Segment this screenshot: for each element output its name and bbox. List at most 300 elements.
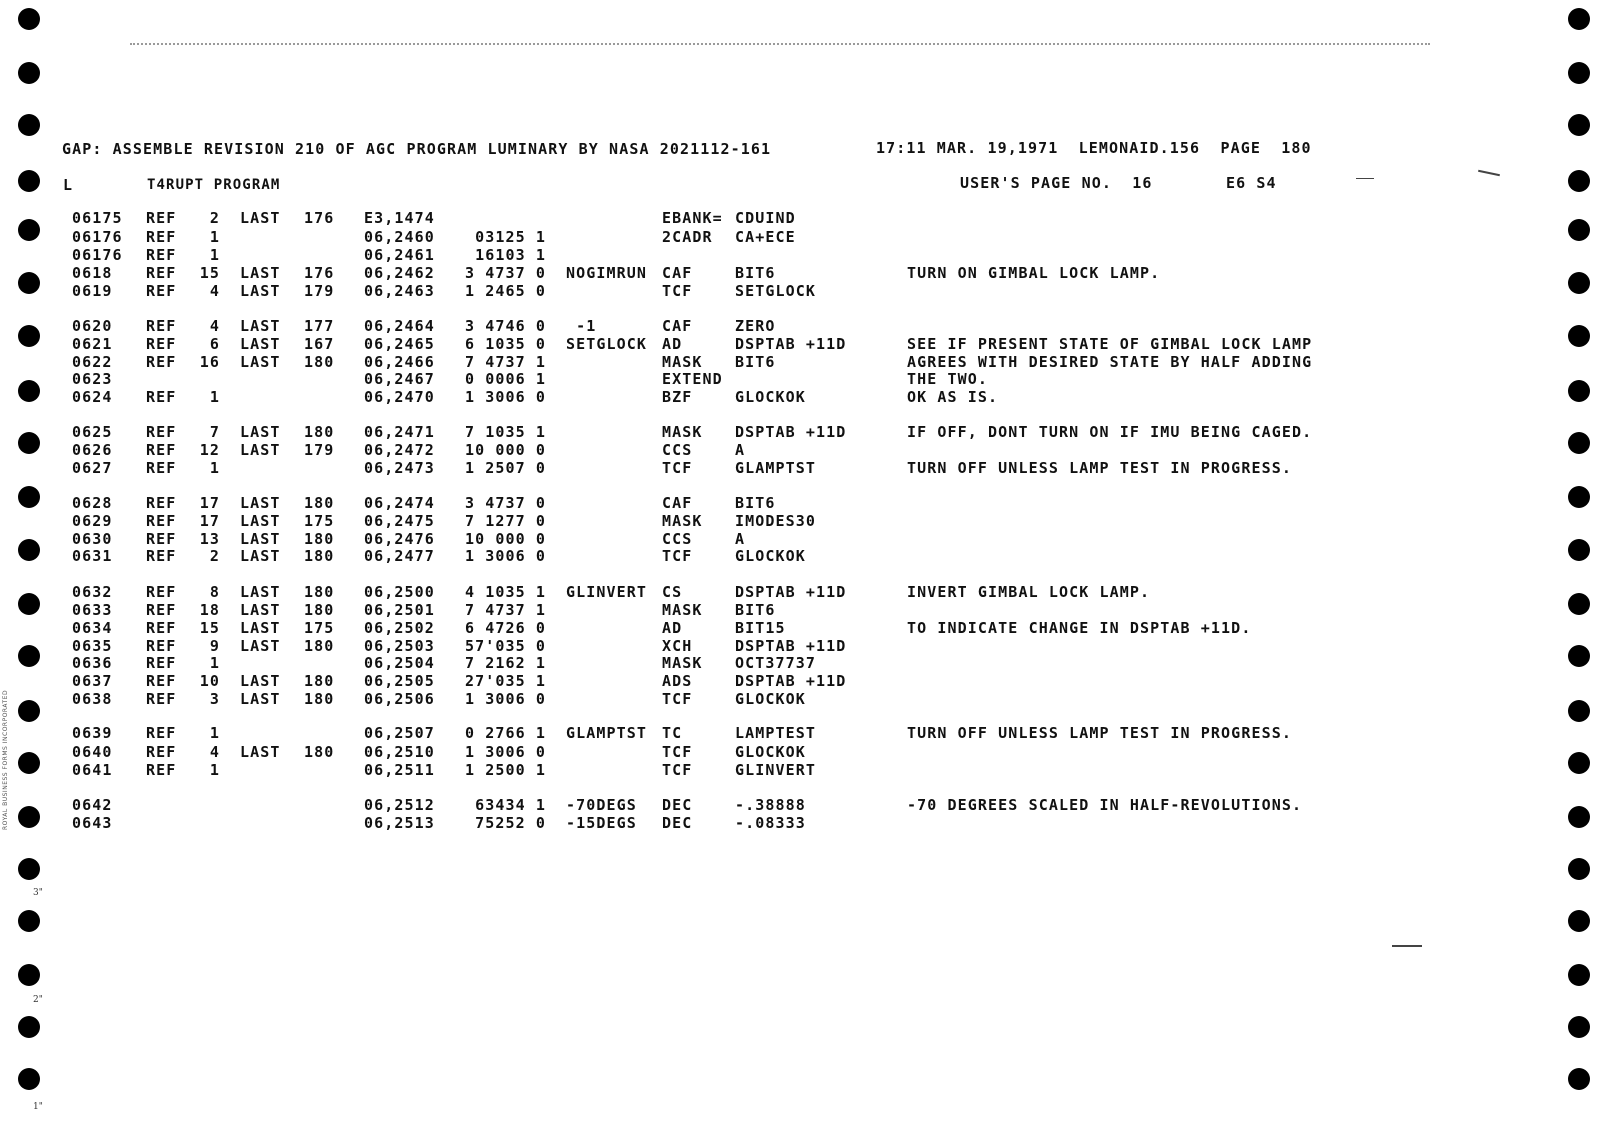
- listing-word: 3 4746 0: [464, 317, 546, 335]
- run-info-header: 17:11 MAR. 19,1971 LEMONAID.156 PAGE 180: [876, 139, 1312, 157]
- listing-last: LAST: [240, 317, 281, 335]
- listing-addr: 06,2465: [364, 335, 435, 353]
- listing-count: 1: [209, 388, 220, 406]
- listing-addr: 06,2474: [364, 494, 435, 512]
- listing-row: [0, 601, 1606, 619]
- listing-op: CAF: [662, 494, 693, 512]
- perforation-hole: [18, 114, 40, 136]
- ruler-mark-1: 1": [33, 1102, 43, 1112]
- listing-count: 4: [209, 282, 220, 300]
- listing-last: LAST: [240, 423, 281, 441]
- listing-line: 0639: [72, 724, 113, 742]
- listing-operand: A: [735, 441, 746, 459]
- listing-lastpage: 179: [304, 441, 335, 459]
- listing-lastpage: 179: [304, 282, 335, 300]
- listing-addr: 06,2512: [364, 796, 435, 814]
- listing-operand: A: [735, 530, 746, 548]
- listing-ref: REF: [146, 459, 177, 477]
- listing-row: [0, 317, 1606, 335]
- listing-operand: CA+ECE: [735, 228, 796, 246]
- listing-comment: TO INDICATE CHANGE IN DSPTAB +11D.: [907, 619, 1252, 637]
- listing-line: 0618: [72, 264, 113, 282]
- listing-lastpage: 180: [304, 494, 335, 512]
- listing-ref: REF: [146, 724, 177, 742]
- listing-label: SETGLOCK: [566, 335, 648, 353]
- perforation-hole: [1568, 1068, 1590, 1090]
- listing-row: [0, 459, 1606, 477]
- listing-operand: ZERO: [735, 317, 776, 335]
- listing-last: LAST: [240, 637, 281, 655]
- listing-word: 75252 0: [475, 814, 546, 832]
- listing-op: TCF: [662, 690, 693, 708]
- listing-ref: REF: [146, 209, 177, 227]
- listing-operand: BIT15: [735, 619, 786, 637]
- listing-word: 0 0006 1: [464, 370, 546, 388]
- listing-label: -70DEGS: [566, 796, 637, 814]
- listing-op: ADS: [662, 672, 693, 690]
- listing-comment: AGREES WITH DESIRED STATE BY HALF ADDING: [907, 353, 1313, 371]
- listing-ref: REF: [146, 228, 177, 246]
- listing-ref: REF: [146, 619, 177, 637]
- listing-lastpage: 180: [304, 547, 335, 565]
- listing-line: 0631: [72, 547, 113, 565]
- listing-word: 3 4737 0: [464, 494, 546, 512]
- listing-op: CCS: [662, 530, 693, 548]
- listing-count: 3: [209, 690, 220, 708]
- listing-op: EBANK=: [662, 209, 723, 227]
- listing-op: CAF: [662, 264, 693, 282]
- listing-count: 1: [209, 724, 220, 742]
- perforation-hole: [18, 1068, 40, 1090]
- listing-operand: DSPTAB +11D: [735, 335, 847, 353]
- listing-ref: REF: [146, 317, 177, 335]
- listing-op: TCF: [662, 547, 693, 565]
- listing-row: [0, 814, 1606, 832]
- listing-line: 0629: [72, 512, 113, 530]
- ruler-mark-2: 2": [33, 995, 43, 1005]
- listing-word: 1 3006 0: [464, 690, 546, 708]
- listing-addr: 06,2507: [364, 724, 435, 742]
- listing-line: 0628: [72, 494, 113, 512]
- listing-count: 13: [199, 530, 220, 548]
- listing-op: AD: [662, 335, 683, 353]
- listing-op: TCF: [662, 459, 693, 477]
- listing-operand: SETGLOCK: [735, 282, 817, 300]
- listing-ref: REF: [146, 583, 177, 601]
- listing-line: 0632: [72, 583, 113, 601]
- perforation-hole: [18, 1016, 40, 1038]
- listing-lastpage: 177: [304, 317, 335, 335]
- listing-operand: GLAMPTST: [735, 459, 817, 477]
- listing-count: 7: [209, 423, 220, 441]
- listing-last: LAST: [240, 619, 281, 637]
- listing-lastpage: 167: [304, 335, 335, 353]
- listing-operand: BIT6: [735, 264, 776, 282]
- listing-ref: REF: [146, 388, 177, 406]
- listing-op: CAF: [662, 317, 693, 335]
- listing-row: [0, 637, 1606, 655]
- listing-row: [0, 370, 1606, 388]
- listing-op: MASK: [662, 601, 703, 619]
- listing-word: 7 1035 1: [464, 423, 546, 441]
- listing-lastpage: 180: [304, 530, 335, 548]
- listing-op: EXTEND: [662, 370, 723, 388]
- listing-last: LAST: [240, 601, 281, 619]
- listing-op: BZF: [662, 388, 693, 406]
- listing-addr: 06,2473: [364, 459, 435, 477]
- listing-last: LAST: [240, 335, 281, 353]
- perforation-hole: [1568, 62, 1590, 84]
- listing-count: 4: [209, 317, 220, 335]
- listing-operand: OCT37737: [735, 654, 817, 672]
- perforation-hole: [18, 858, 40, 880]
- margin-vendor-text: ROYAL BUSINESS FORMS INCORPORATED: [2, 689, 9, 830]
- listing-ref: REF: [146, 335, 177, 353]
- listing-label: GLINVERT: [566, 583, 648, 601]
- listing-word: 1 2500 1: [464, 761, 546, 779]
- listing-word: 0 2766 1: [464, 724, 546, 742]
- listing-operand: GLINVERT: [735, 761, 817, 779]
- listing-line: 0630: [72, 530, 113, 548]
- listing-row: [0, 512, 1606, 530]
- listing-word: 6 4726 0: [464, 619, 546, 637]
- listing-operand: IMODES30: [735, 512, 817, 530]
- listing-addr: 06,2476: [364, 530, 435, 548]
- listing-operand: GLOCKOK: [735, 690, 806, 708]
- listing-operand: DSPTAB +11D: [735, 423, 847, 441]
- perforation-hole: [18, 170, 40, 192]
- listing-last: LAST: [240, 209, 281, 227]
- listing-comment: TURN OFF UNLESS LAMP TEST IN PROGRESS.: [907, 459, 1292, 477]
- listing-word: 10 000 0: [464, 441, 546, 459]
- listing-op: CS: [662, 583, 683, 601]
- listing-ref: REF: [146, 672, 177, 690]
- listing-comment: INVERT GIMBAL LOCK LAMP.: [907, 583, 1151, 601]
- listing-line: 0619: [72, 282, 113, 300]
- listing-lastpage: 180: [304, 690, 335, 708]
- ruler-mark-3: 3": [33, 888, 43, 898]
- listing-row: [0, 264, 1606, 282]
- listing-row: [0, 282, 1606, 300]
- listing-ref: REF: [146, 246, 177, 264]
- listing-line: 0623: [72, 370, 113, 388]
- listing-row: [0, 761, 1606, 779]
- perforation-hole: [1568, 8, 1590, 30]
- listing-word: 1 3006 0: [464, 547, 546, 565]
- listing-count: 8: [209, 583, 220, 601]
- listing-addr: 06,2505: [364, 672, 435, 690]
- listing-word: 1 3006 0: [464, 743, 546, 761]
- listing-row: [0, 743, 1606, 761]
- listing-word: 7 1277 0: [464, 512, 546, 530]
- stray-mark: [1478, 170, 1500, 177]
- listing-last: LAST: [240, 512, 281, 530]
- listing-count: 15: [199, 619, 220, 637]
- listing-comment: OK AS IS.: [907, 388, 999, 406]
- perforation-hole: [1568, 910, 1590, 932]
- listing-ref: REF: [146, 637, 177, 655]
- listing-lastpage: 180: [304, 353, 335, 371]
- listing-comment: TURN ON GIMBAL LOCK LAMP.: [907, 264, 1161, 282]
- listing-word: 7 4737 1: [464, 353, 546, 371]
- top-dotted-rule: [130, 43, 1430, 45]
- listing-last: LAST: [240, 672, 281, 690]
- listing-count: 1: [209, 246, 220, 264]
- listing-line: 0641: [72, 761, 113, 779]
- listing-last: LAST: [240, 690, 281, 708]
- assembly-header: GAP: ASSEMBLE REVISION 210 OF AGC PROGRAM LUMINARY BY NASA 2021112-161: [62, 140, 772, 158]
- listing-addr: 06,2475: [364, 512, 435, 530]
- listing-row: [0, 724, 1606, 742]
- listing-op: MASK: [662, 512, 703, 530]
- listing-word: 1 3006 0: [464, 388, 546, 406]
- stray-mark: [1356, 178, 1374, 179]
- listing-count: 17: [199, 494, 220, 512]
- listing-operand: GLOCKOK: [735, 743, 806, 761]
- listing-addr: E3,1474: [364, 209, 435, 227]
- perforation-hole: [1568, 858, 1590, 880]
- listing-last: LAST: [240, 282, 281, 300]
- listing-word: 1 2465 0: [464, 282, 546, 300]
- listing-count: 1: [209, 459, 220, 477]
- listing-word: 16103 1: [475, 246, 546, 264]
- listing-operand: GLOCKOK: [735, 388, 806, 406]
- listing-label: -1: [566, 317, 597, 335]
- listing-ref: REF: [146, 601, 177, 619]
- listing-last: LAST: [240, 264, 281, 282]
- listing-row: [0, 335, 1606, 353]
- listing-last: LAST: [240, 547, 281, 565]
- listing-ref: REF: [146, 441, 177, 459]
- listing-lastpage: 180: [304, 423, 335, 441]
- listing-lastpage: 180: [304, 743, 335, 761]
- listing-line: 0636: [72, 654, 113, 672]
- listing-operand: LAMPTEST: [735, 724, 817, 742]
- listing-operand: BIT6: [735, 494, 776, 512]
- listing-count: 10: [199, 672, 220, 690]
- listing-word: 10 000 0: [464, 530, 546, 548]
- listing-word: 1 2507 0: [464, 459, 546, 477]
- listing-line: 0624: [72, 388, 113, 406]
- perforation-hole: [18, 62, 40, 84]
- listing-ref: REF: [146, 530, 177, 548]
- listing-ref: REF: [146, 353, 177, 371]
- listing-op: AD: [662, 619, 683, 637]
- perforation-hole: [1568, 1016, 1590, 1038]
- listing-count: 15: [199, 264, 220, 282]
- listing-addr: 06,2477: [364, 547, 435, 565]
- listing-operand: DSPTAB +11D: [735, 637, 847, 655]
- listing-count: 16: [199, 353, 220, 371]
- listing-count: 1: [209, 761, 220, 779]
- listing-count: 9: [209, 637, 220, 655]
- listing-count: 4: [209, 743, 220, 761]
- listing-word: 03125 1: [475, 228, 546, 246]
- listing-word: 4 1035 1: [464, 583, 546, 601]
- listing-op: DEC: [662, 814, 693, 832]
- listing-op: MASK: [662, 654, 703, 672]
- listing-word: 3 4737 0: [464, 264, 546, 282]
- listing-addr: 06,2462: [364, 264, 435, 282]
- listing-line: 0643: [72, 814, 113, 832]
- listing-addr: 06,2461: [364, 246, 435, 264]
- listing-row: [0, 547, 1606, 565]
- listing-word: 27'035 1: [464, 672, 546, 690]
- listing-op: CCS: [662, 441, 693, 459]
- listing-row: [0, 209, 1606, 227]
- listing-addr: 06,2501: [364, 601, 435, 619]
- listing-addr: 06,2460: [364, 228, 435, 246]
- listing-count: 1: [209, 654, 220, 672]
- listing-op: MASK: [662, 423, 703, 441]
- listing-operand: DSPTAB +11D: [735, 583, 847, 601]
- listing-ref: REF: [146, 654, 177, 672]
- listing-count: 6: [209, 335, 220, 353]
- listing-addr: 06,2506: [364, 690, 435, 708]
- listing-operand: BIT6: [735, 353, 776, 371]
- listing-operand: GLOCKOK: [735, 547, 806, 565]
- listing-last: LAST: [240, 494, 281, 512]
- listing-addr: 06,2500: [364, 583, 435, 601]
- listing-line: 06176: [72, 228, 123, 246]
- listing-row: [0, 690, 1606, 708]
- listing-row: [0, 246, 1606, 264]
- perforation-hole: [1568, 170, 1590, 192]
- listing-ref: REF: [146, 743, 177, 761]
- perforation-hole: [18, 910, 40, 932]
- listing-word: 7 4737 1: [464, 601, 546, 619]
- listing-op: DEC: [662, 796, 693, 814]
- listing-lastpage: 180: [304, 601, 335, 619]
- listing-line: 0633: [72, 601, 113, 619]
- listing-op: XCH: [662, 637, 693, 655]
- listing-count: 1: [209, 228, 220, 246]
- listing-label: -15DEGS: [566, 814, 637, 832]
- listing-ref: REF: [146, 282, 177, 300]
- listing-ref: REF: [146, 761, 177, 779]
- listing-ref: REF: [146, 547, 177, 565]
- listing-addr: 06,2511: [364, 761, 435, 779]
- program-name: T4RUPT PROGRAM: [147, 177, 281, 193]
- listing-ref: REF: [146, 512, 177, 530]
- listing-last: LAST: [240, 743, 281, 761]
- listing-addr: 06,2463: [364, 282, 435, 300]
- listing-count: 17: [199, 512, 220, 530]
- listing-line: 0637: [72, 672, 113, 690]
- bank-info: E6 S4: [1226, 174, 1277, 192]
- listing-label: GLAMPTST: [566, 724, 648, 742]
- listing-count: 12: [199, 441, 220, 459]
- listing-op: TCF: [662, 761, 693, 779]
- user-page-number: USER'S PAGE NO. 16: [960, 174, 1153, 192]
- listing-label: NOGIMRUN: [566, 264, 648, 282]
- listing-ref: REF: [146, 264, 177, 282]
- listing-ref: REF: [146, 690, 177, 708]
- listing-comment: TURN OFF UNLESS LAMP TEST IN PROGRESS.: [907, 724, 1292, 742]
- listing-ref: REF: [146, 423, 177, 441]
- listing-op: TC: [662, 724, 683, 742]
- listing-row: [0, 583, 1606, 601]
- listing-word: 6 1035 0: [464, 335, 546, 353]
- listing-last: LAST: [240, 530, 281, 548]
- listing-addr: 06,2467: [364, 370, 435, 388]
- listing-count: 18: [199, 601, 220, 619]
- listing-addr: 06,2502: [364, 619, 435, 637]
- listing-line: 06176: [72, 246, 123, 264]
- listing-comment: SEE IF PRESENT STATE OF GIMBAL LOCK LAMP: [907, 335, 1313, 353]
- listing-lastpage: 180: [304, 583, 335, 601]
- listing-line: 0627: [72, 459, 113, 477]
- listing-count: 2: [209, 209, 220, 227]
- listing-comment: IF OFF, DONT TURN ON IF IMU BEING CAGED.: [907, 423, 1313, 441]
- listing-operand: -.08333: [735, 814, 806, 832]
- listing-line: 0642: [72, 796, 113, 814]
- listing-line: 0622: [72, 353, 113, 371]
- perforation-hole: [1568, 964, 1590, 986]
- listing-line: 0621: [72, 335, 113, 353]
- listing-word: 7 2162 1: [464, 654, 546, 672]
- listing-line: 0634: [72, 619, 113, 637]
- listing-lastpage: 175: [304, 512, 335, 530]
- listing-row: [0, 619, 1606, 637]
- listing-lastpage: 175: [304, 619, 335, 637]
- listing-operand: CDUIND: [735, 209, 796, 227]
- listing-addr: 06,2504: [364, 654, 435, 672]
- perforation-hole: [1568, 114, 1590, 136]
- listing-last: LAST: [240, 441, 281, 459]
- listing-lastpage: 180: [304, 672, 335, 690]
- listing-addr: 06,2503: [364, 637, 435, 655]
- listing-row: [0, 494, 1606, 512]
- listing-ref: REF: [146, 494, 177, 512]
- listing-last: LAST: [240, 583, 281, 601]
- listing-row: [0, 654, 1606, 672]
- listing-addr: 06,2464: [364, 317, 435, 335]
- listing-row: [0, 796, 1606, 814]
- listing-row: [0, 441, 1606, 459]
- listing-op: 2CADR: [662, 228, 713, 246]
- listing-comment: -70 DEGREES SCALED IN HALF-REVOLUTIONS.: [907, 796, 1303, 814]
- listing-word: 63434 1: [475, 796, 546, 814]
- listing-line: 0638: [72, 690, 113, 708]
- listing-addr: 06,2472: [364, 441, 435, 459]
- listing-operand: -.38888: [735, 796, 806, 814]
- listing-line: 0626: [72, 441, 113, 459]
- listing-operand: DSPTAB +11D: [735, 672, 847, 690]
- listing-lastpage: 176: [304, 264, 335, 282]
- listing-addr: 06,2513: [364, 814, 435, 832]
- listing-line: 06175: [72, 209, 123, 227]
- listing-lastpage: 176: [304, 209, 335, 227]
- listing-lastpage: 180: [304, 637, 335, 655]
- listing-row: [0, 672, 1606, 690]
- listing-addr: 06,2510: [364, 743, 435, 761]
- listing-op: TCF: [662, 743, 693, 761]
- perforation-hole: [18, 8, 40, 30]
- listing-word: 57'035 0: [464, 637, 546, 655]
- listing-operand: BIT6: [735, 601, 776, 619]
- listing-row: [0, 530, 1606, 548]
- perforation-hole: [18, 964, 40, 986]
- listing-count: 2: [209, 547, 220, 565]
- listing-addr: 06,2466: [364, 353, 435, 371]
- listing-row: [0, 423, 1606, 441]
- listing-op: MASK: [662, 353, 703, 371]
- listing-row: [0, 228, 1606, 246]
- listing-row: [0, 388, 1606, 406]
- listing-last: LAST: [240, 353, 281, 371]
- listing-line: 0640: [72, 743, 113, 761]
